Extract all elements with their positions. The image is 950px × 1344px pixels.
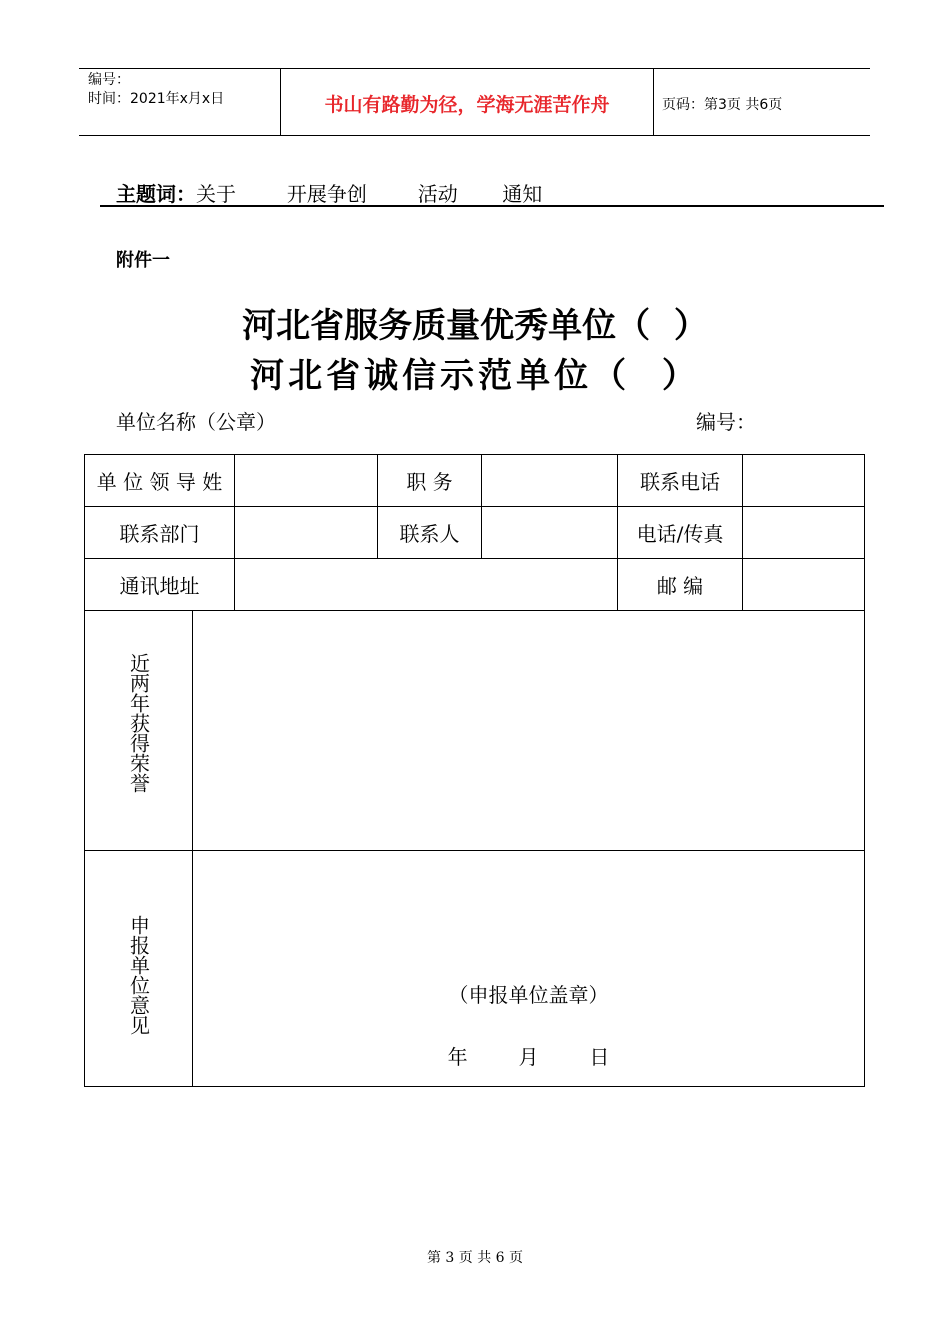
address-label: 通讯地址 <box>85 559 235 611</box>
stamp-note: （申报单位盖章） <box>448 983 609 1007</box>
header-page-info: 页码：第3页 共6页 <box>662 97 783 113</box>
date-line: 年 月 日 <box>447 1045 610 1069</box>
title-line-1: 河北省服务质量优秀单位（ ） <box>242 306 708 346</box>
honors-label: 近两年获得荣誉 <box>126 653 151 793</box>
subject-rule <box>100 205 884 207</box>
form-row-department <box>85 507 865 559</box>
honors-label-cell <box>85 611 193 851</box>
phone-field[interactable] <box>743 455 865 507</box>
honors-field[interactable] <box>193 611 865 851</box>
position-field[interactable] <box>482 455 618 507</box>
form-row-address <box>85 559 865 611</box>
header-bottom-rule <box>79 135 870 136</box>
form-row-leader <box>85 455 865 507</box>
form-row-honors <box>85 611 865 851</box>
header-time: 时间：2021年x月x日 <box>88 91 225 107</box>
opinion-label-cell <box>85 851 193 1087</box>
contact-person-field[interactable] <box>482 507 618 559</box>
header-number: 编号： <box>88 72 130 88</box>
title-line-2: 河北省诚信示范单位（ ） <box>250 356 700 396</box>
address-field[interactable] <box>235 559 618 611</box>
phone-label: 联系电话 <box>618 455 743 507</box>
contact-person-label: 联系人 <box>378 507 482 559</box>
header-meta <box>88 71 224 109</box>
serial-label: 编号： <box>696 410 756 434</box>
leader-name-field[interactable] <box>235 455 378 507</box>
tel-fax-label: 电话/传真 <box>618 507 743 559</box>
opinion-body <box>193 851 864 1086</box>
application-form <box>84 454 865 1087</box>
opinion-label: 申报单位意见 <box>126 915 151 1035</box>
tel-fax-field[interactable] <box>743 507 865 559</box>
department-field[interactable] <box>235 507 378 559</box>
leader-name-label: 单 位 领 导 姓 <box>85 455 235 507</box>
attachment-label: 附件一 <box>116 250 170 271</box>
unit-name-label: 单位名称（公章） <box>116 410 276 434</box>
page-footer: 第 3 页 共 6 页 <box>426 1250 524 1266</box>
header-motto: 书山有路勤为径，学海无涯苦作舟 <box>324 94 610 116</box>
subject-label: 主题词： <box>116 182 196 206</box>
department-label: 联系部门 <box>85 507 235 559</box>
header-top-rule <box>79 68 870 69</box>
opinion-field[interactable] <box>193 851 865 1087</box>
postcode-field[interactable] <box>743 559 865 611</box>
subject-line <box>116 178 542 207</box>
header-divider-right <box>653 68 654 135</box>
subject-text: 关于 开展争创 活动 通知 <box>196 182 543 206</box>
position-label: 职 务 <box>378 455 482 507</box>
postcode-label: 邮 编 <box>618 559 743 611</box>
form-row-opinion <box>85 851 865 1087</box>
